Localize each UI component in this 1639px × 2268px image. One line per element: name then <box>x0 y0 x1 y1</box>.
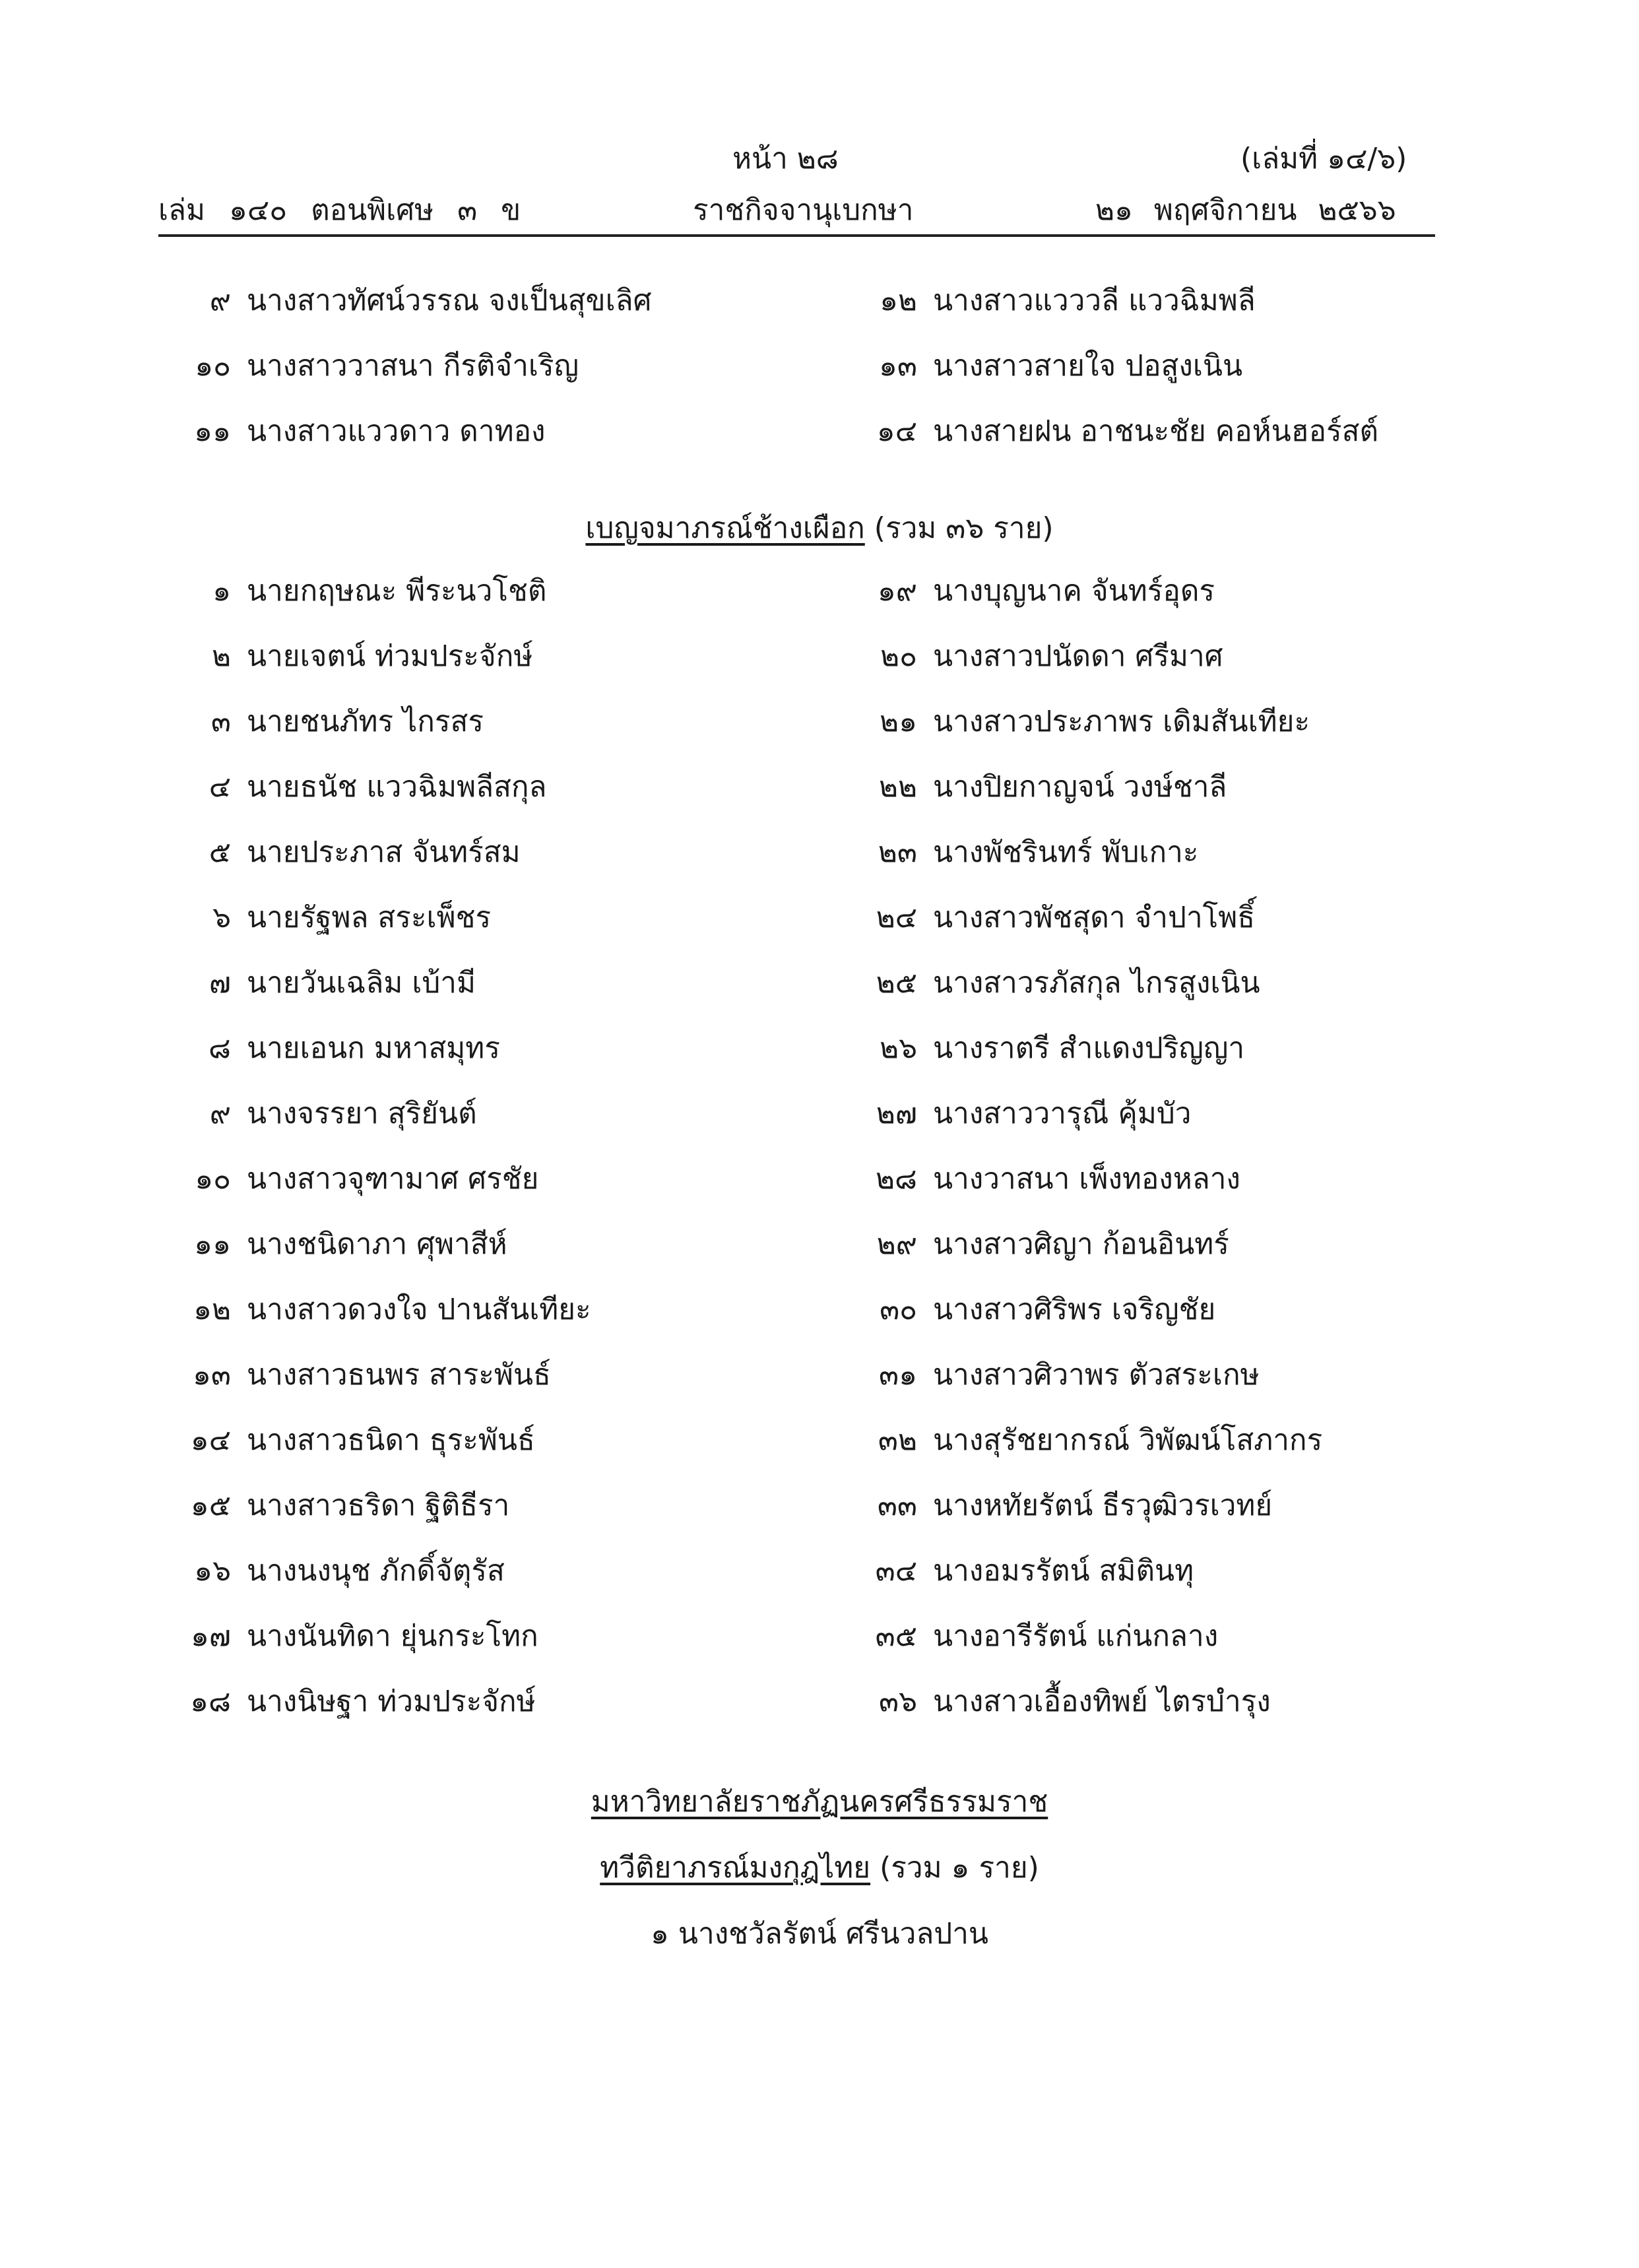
list-item <box>845 571 1215 610</box>
item-number: ๓ <box>210 705 231 738</box>
list-item <box>845 897 1255 937</box>
item-name: นางชวัลรัตน์ ศรีนวลปาน <box>678 1917 989 1951</box>
section1-title: เบญจมาภรณ์ช้างเผือก <box>585 511 865 545</box>
list-item <box>845 636 1223 676</box>
section1-heading <box>0 505 1639 551</box>
item-name: นายธนัช แววฉิมพลีสกุล <box>247 770 547 804</box>
list-item <box>158 963 476 1002</box>
university-name: มหาวิทยาลัยราชภัฏนครศรีธรรมราช <box>591 1785 1048 1819</box>
item-name: นางสุรัชยากรณ์ วิพัฒน์โสภากร <box>933 1423 1323 1457</box>
item-number: ๑๒ <box>880 284 917 317</box>
item-number: ๙ <box>209 284 231 317</box>
list-item <box>845 1355 1260 1394</box>
item-number: ๒๐ <box>880 639 917 673</box>
item-name: นางวาสนา เพ็งทองหลาง <box>933 1162 1240 1196</box>
item-name: นางบุญนาค จันทร์อุดร <box>933 574 1215 608</box>
item-name: นางหทัยรัตน์ ธีรวุฒิวรเวทย์ <box>933 1489 1273 1522</box>
list-item <box>845 767 1227 806</box>
item-number: ๒๕ <box>876 966 917 1000</box>
item-number: ๒๓ <box>878 835 917 869</box>
item-name: นางอมรรัตน์ สมิตินทุ <box>933 1554 1194 1588</box>
page-number: หน้า ๒๘ <box>732 142 839 176</box>
item-name: นางสาวประภาพร เดิมสันเทียะ <box>933 705 1310 738</box>
item-number: ๑๖ <box>194 1554 231 1588</box>
item-number: ๓๕ <box>875 1619 917 1653</box>
item-name: นางสาวแววดาว ดาทอง <box>247 414 546 448</box>
item-number: ๑๑ <box>194 1227 231 1261</box>
item-name: นางสาวแวววลี แววฉิมพลี <box>933 284 1256 317</box>
item-number: ๑๙ <box>877 574 917 608</box>
item-number: ๑๗ <box>190 1619 231 1653</box>
item-name: นายเอนก มหาสมุทร <box>247 1031 500 1065</box>
university-heading <box>0 1778 1639 1825</box>
header-divider <box>158 234 1435 237</box>
item-name: นางสาวรภัสกุล ไกรสูงเนิน <box>933 966 1260 1000</box>
item-number: ๒๑ <box>880 705 917 738</box>
section2-item <box>0 1910 1639 1957</box>
section2-heading <box>0 1844 1639 1891</box>
item-number: ๓๓ <box>877 1489 917 1522</box>
item-number: ๑๑ <box>194 414 231 448</box>
item-number: ๑๕ <box>190 1489 231 1522</box>
list-item <box>158 1551 505 1590</box>
item-number: ๗ <box>209 966 231 1000</box>
list-item <box>158 346 579 385</box>
item-number: ๖ <box>212 901 231 934</box>
item-number: ๑๒ <box>193 1293 231 1326</box>
volume-note: (เล่มที่ ๑๔/๖) <box>1240 142 1407 176</box>
list-item <box>158 1420 535 1460</box>
item-number: ๑๔ <box>190 1423 231 1457</box>
list-item <box>845 832 1198 872</box>
section2-count: (รวม ๑ ราย) <box>880 1851 1039 1885</box>
list-item <box>845 411 1378 451</box>
item-number: ๒๒ <box>878 770 917 804</box>
item-name: นางสาววาสนา กีรติจำเริญ <box>247 349 579 383</box>
item-name: นางสาวปนัดดา ศรีมาศ <box>933 639 1223 673</box>
item-number: ๓๔ <box>875 1554 917 1588</box>
list-item <box>845 963 1260 1002</box>
item-name: นางสาวศิวาพร ตัวสระเกษ <box>933 1358 1260 1392</box>
list-item <box>158 1485 509 1525</box>
list-item <box>158 1616 538 1656</box>
section1-count: (รวม ๓๖ ราย) <box>874 511 1054 545</box>
item-number: ๒๗ <box>876 1097 917 1130</box>
item-name: นางสาวดวงใจ ปานสันเทียะ <box>247 1293 591 1326</box>
list-item <box>158 701 484 741</box>
item-name: นางสายฝน อาชนะชัย คอห์นฮอร์สต์ <box>933 414 1379 448</box>
list-item <box>845 1224 1229 1264</box>
item-number: ๑๘ <box>190 1685 231 1718</box>
list-item <box>845 1681 1271 1721</box>
item-name: นางจรรยา สุริยันต์ <box>247 1097 477 1130</box>
item-name: นางสาวสายใจ ปอสูงเนิน <box>933 349 1243 383</box>
item-name: นางสาวพัชสุดา จำปาโพธิ์ <box>933 901 1256 934</box>
list-item <box>845 1420 1322 1460</box>
item-number: ๒๘ <box>876 1162 917 1196</box>
list-item <box>158 897 491 937</box>
item-name: นางนิษฐา ท่วมประจักษ์ <box>247 1685 536 1718</box>
item-number: ๓๑ <box>878 1358 917 1392</box>
item-name: นางสาวธนิดา ธุระพันธ์ <box>247 1423 535 1457</box>
issue-info: เล่ม ๑๔๐ ตอนพิเศษ ๓ ข <box>158 193 521 227</box>
item-name: นายชนภัทร ไกรสร <box>247 705 484 738</box>
list-item <box>845 1289 1215 1329</box>
list-item <box>158 1159 538 1198</box>
list-item <box>158 636 532 676</box>
item-name: นางสาวจุฑามาศ ศรชัย <box>247 1162 539 1196</box>
item-name: นางพัชรินทร์ พับเกาะ <box>933 835 1199 869</box>
item-name: นางสาวทัศน์วรรณ จงเป็นสุขเลิศ <box>247 284 652 317</box>
item-number: ๑๐ <box>195 1162 231 1196</box>
gazette-name: ราชกิจจานุเบกษา <box>693 193 914 227</box>
item-name: นางปิยกาญจน์ วงษ์ชาลี <box>933 770 1227 804</box>
item-number: ๓๐ <box>880 1293 917 1326</box>
item-number: ๒๔ <box>876 901 917 934</box>
item-number: ๒ <box>211 639 231 673</box>
item-number: ๙ <box>209 1097 231 1130</box>
item-name: นายเจตน์ ท่วมประจักษ์ <box>247 639 533 673</box>
item-name: นางสาววารุณี คุ้มบัว <box>933 1097 1192 1130</box>
list-item <box>158 1028 500 1068</box>
item-number: ๑ <box>650 1917 669 1951</box>
item-number: ๔ <box>209 770 231 804</box>
item-number: ๘ <box>209 1031 231 1065</box>
item-name: นางสาวธริดา ฐิติธีรา <box>247 1489 510 1522</box>
item-number: ๕ <box>209 835 231 869</box>
list-item <box>158 767 547 806</box>
list-item <box>158 411 545 451</box>
list-item <box>158 1681 536 1721</box>
item-name: นายกฤษณะ พีระนวโชติ <box>247 574 547 608</box>
list-item <box>158 1289 591 1329</box>
item-name: นางสาวเอื้องทิพย์ ไตรบำรุง <box>933 1685 1271 1718</box>
item-number: ๒๖ <box>880 1031 917 1065</box>
list-item <box>845 1028 1244 1068</box>
list-item <box>845 701 1310 741</box>
list-item <box>158 1355 551 1394</box>
item-number: ๑๓ <box>878 349 917 383</box>
item-number: ๑๔ <box>876 414 917 448</box>
item-name: นางสาวธนพร สาระพันธ์ <box>247 1358 551 1392</box>
item-number: ๑๓ <box>192 1358 231 1392</box>
item-name: นายวันเฉลิม เบ้ามี <box>247 966 476 1000</box>
list-item <box>158 571 546 610</box>
list-item <box>845 1159 1240 1198</box>
item-name: นางสาวศิญา ก้อนอินทร์ <box>933 1227 1229 1261</box>
item-number: ๓๒ <box>878 1423 917 1457</box>
item-name: นางราตรี สำแดงปริญญา <box>933 1031 1245 1065</box>
list-item <box>845 1093 1191 1133</box>
section2-title: ทวีติยาภรณ์มงกุฎไทย <box>600 1851 871 1885</box>
item-number: ๒๙ <box>876 1227 917 1261</box>
item-number: ๓๖ <box>878 1685 917 1718</box>
list-item <box>845 346 1242 385</box>
list-item <box>158 1093 477 1133</box>
item-name: นางอารีรัตน์ แก่นกลาง <box>933 1619 1219 1653</box>
item-name: นางนงนุช ภักดิ์จัตุรัส <box>247 1554 505 1588</box>
list-item <box>158 280 652 320</box>
list-item <box>845 280 1256 320</box>
item-number: ๑๐ <box>195 349 231 383</box>
list-item <box>158 832 521 872</box>
item-number: ๑ <box>212 574 231 608</box>
item-name: นายประภาส จันทร์สม <box>247 835 521 869</box>
issue-date: ๒๑ พฤศจิกายน ๒๕๖๖ <box>1095 193 1396 227</box>
list-item <box>845 1551 1194 1590</box>
item-name: นางสาวศิริพร เจริญชัย <box>933 1293 1216 1326</box>
item-name: นางชนิดาภา ศุพาสีห์ <box>247 1227 507 1261</box>
item-name: นายรัฐพล สระเพ็ชร <box>247 901 492 934</box>
item-name: นางนันทิดา ยุ่นกระโทก <box>247 1619 538 1653</box>
list-item <box>845 1485 1272 1525</box>
list-item <box>158 1224 507 1264</box>
list-item <box>845 1616 1218 1656</box>
